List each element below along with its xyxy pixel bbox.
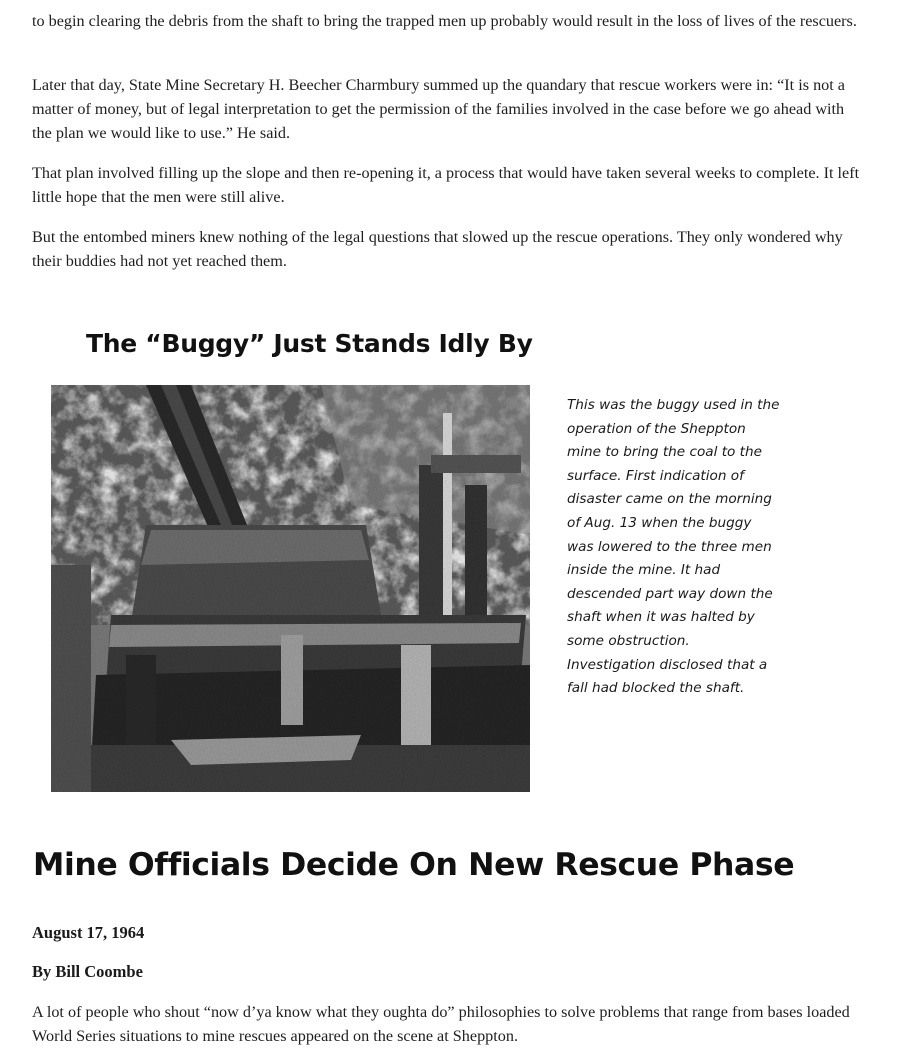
body-paragraph: That plan involved filling up the slope and then re-opening it, a process that would have taken several weeks to complete. It left little hope that the men were still alive. [32, 164, 860, 206]
article-date: August 17, 1964 [32, 923, 145, 942]
body-paragraph: Later that day, State Mine Secretary H. Beecher Charmbury summed up the quandary that rescue workers were in: “It is not a matter of money, but of legal interpretation to get the permission of the families involved in the case before we go ahead with the plan we would like to use.” He said. [32, 76, 845, 142]
buggy-photo [51, 385, 530, 792]
photo-section-heading: The “Buggy” Just Stands Idly By [86, 329, 533, 358]
body-paragraph: But the entombed miners knew nothing of the legal questions that slowed up the rescue operations. They only wondered why their buddies had not yet reached them. [32, 228, 843, 270]
photo-caption: This was the buggy used in the operation of the Sheppton mine to bring the coal to the surface. First indication of disaster came on the morning of Aug. 13 when the buggy was lowered to the three men inside the mine. It had descended part way down the shaft when it was halted by some obstruction. Investigation disclosed that a fall had blocked the shaft. [567, 397, 780, 697]
article-paragraph: A lot of people who shout “now d’ya know what they oughta do” philosophies to solve problems that range from bases loaded World Series situations to mine rescues appeared on the scene at Sheppton. [32, 1003, 850, 1045]
article-byline: By Bill Coombe [32, 962, 143, 981]
body-paragraph: to begin clearing the debris from the shaft to bring the trapped men up probably would result in the loss of lives of the rescuers. [32, 12, 857, 30]
article-headline: Mine Officials Decide On New Rescue Phase [33, 847, 795, 883]
